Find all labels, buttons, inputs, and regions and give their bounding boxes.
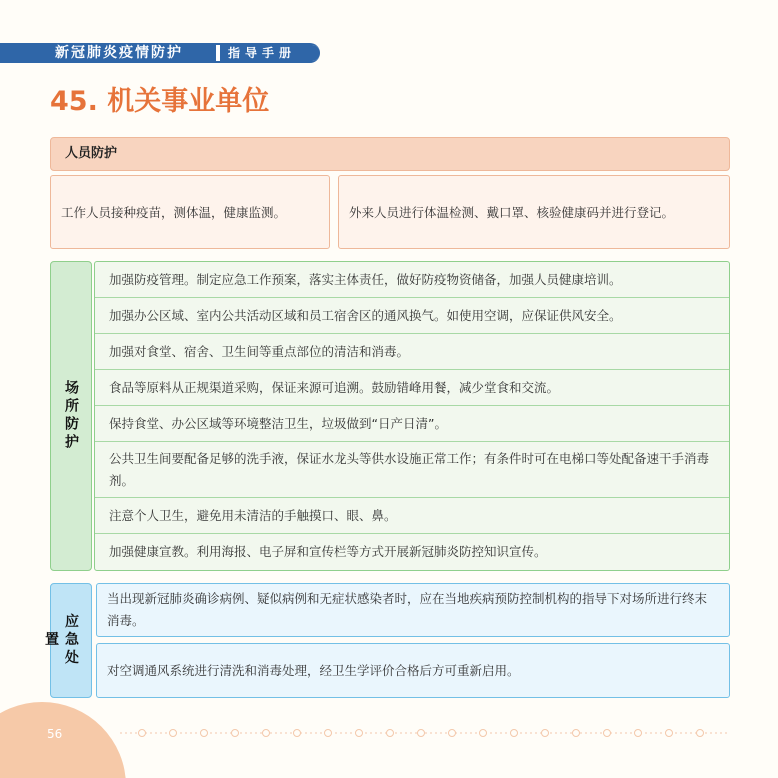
footer-dot	[356, 730, 363, 737]
header-tag	[216, 45, 320, 61]
footer-dot	[542, 730, 549, 737]
list-item: 食品等原料从正规渠道采购，保证来源可追溯。鼓励错峰用餐，减少堂食和交流。	[95, 370, 729, 406]
footer-dot	[325, 730, 332, 737]
list-item: 加强防疫管理。制定应急工作预案，落实主体责任，做好防疫物资储备，加强人员健康培训。	[95, 262, 729, 298]
footer-dot	[294, 730, 301, 737]
list-item: 加强对食堂、宿舍、卫生间等重点部位的清洁和消毒。	[95, 334, 729, 370]
footer-dot	[232, 730, 239, 737]
page-number: 56	[47, 727, 63, 741]
footer-dot	[511, 730, 518, 737]
footer-dot	[139, 730, 146, 737]
header-tag-label: 指导手册	[220, 45, 320, 61]
footer-dot	[418, 730, 425, 737]
footer-dot	[170, 730, 177, 737]
footer-dot	[697, 730, 704, 737]
list-item: 保持食堂、办公区域等环境整洁卫生，垃圾做到“日产日清”。	[95, 406, 729, 442]
header-bar	[0, 43, 320, 63]
header-title: 新冠肺炎疫情防护	[55, 45, 183, 61]
personal-protection-heading: 人员防护	[50, 137, 730, 171]
emergency-item: 当出现新冠肺炎确诊病例、疑似病例和无症状感染者时，应在当地疾病预防控制机构的指导下对场所进行终末消毒。	[96, 583, 730, 637]
footer-dotted-line	[120, 726, 730, 740]
footer-dot	[263, 730, 270, 737]
place-protection-label-text: 场所防护	[63, 380, 79, 452]
emergency-label-text: 应急处置	[43, 613, 79, 668]
list-item: 公共卫生间要配备足够的洗手液，保证水龙头等供水设施正常工作；有条件时可在电梯口等处配备速干手消毒剂。	[95, 442, 729, 498]
footer-dot	[201, 730, 208, 737]
footer-dot	[573, 730, 580, 737]
place-protection-side-label	[50, 261, 92, 571]
personal-protection-right-box: 外来人员进行体温检测、戴口罩、核验健康码并进行登记。	[338, 175, 730, 249]
list-item: 注意个人卫生，避免用未清洁的手触摸口、眼、鼻。	[95, 498, 729, 534]
list-item: 加强办公区域、室内公共活动区域和员工宿舍区的通风换气。如使用空调，应保证供风安全。	[95, 298, 729, 334]
page-number-circle	[0, 702, 126, 778]
place-protection-list	[94, 261, 730, 571]
footer-dot	[635, 730, 642, 737]
footer-dot	[449, 730, 456, 737]
emergency-item: 对空调通风系统进行清洗和消毒处理，经卫生学评价合格后方可重新启用。	[96, 643, 730, 698]
list-item: 加强健康宣教。利用海报、电子屏和宣传栏等方式开展新冠肺炎防控知识宣传。	[109, 544, 547, 559]
emergency-side-label	[43, 583, 92, 698]
footer-dot	[480, 730, 487, 737]
footer-dot	[666, 730, 673, 737]
footer-dot	[604, 730, 611, 737]
page-title: 45. 机关事业单位	[50, 86, 270, 117]
personal-protection-left-box: 工作人员接种疫苗，测体温，健康监测。	[50, 175, 330, 249]
footer-dot	[387, 730, 394, 737]
